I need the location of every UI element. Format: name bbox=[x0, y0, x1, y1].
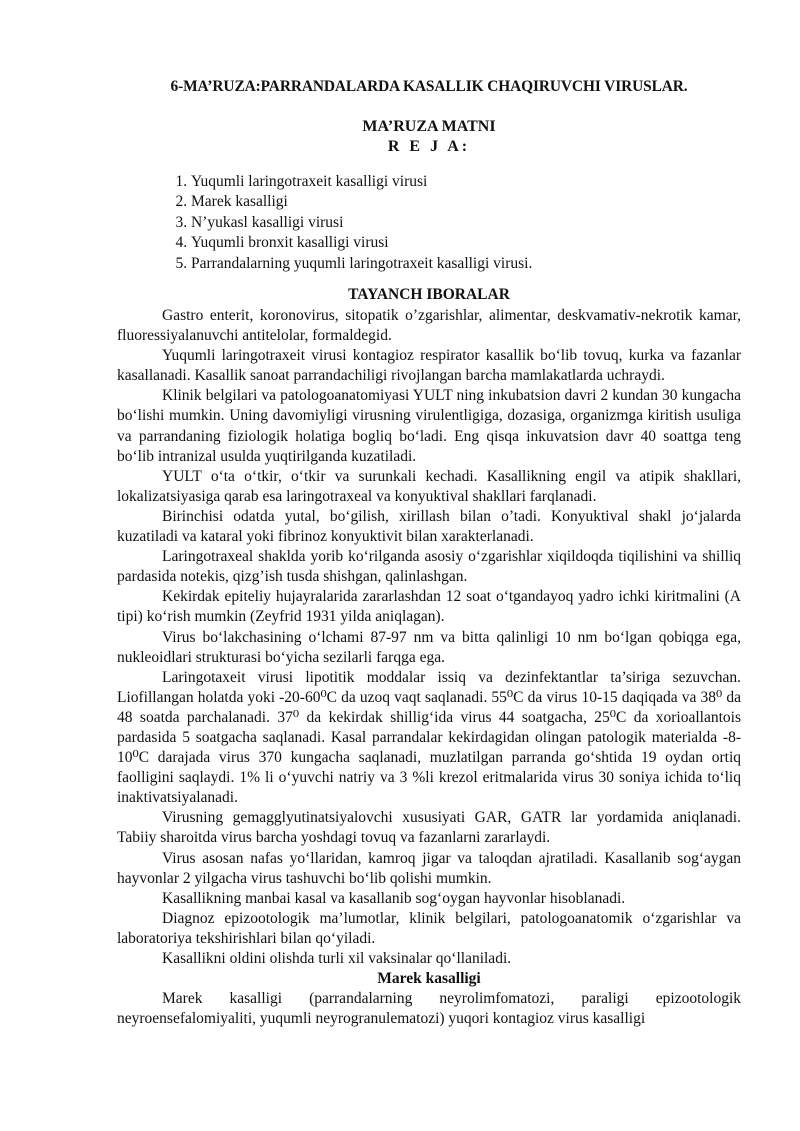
keywords-heading: TAYANCH IBORALAR bbox=[348, 286, 510, 303]
paragraph: Marek kasalligi (parrandalarning neyrolimfomatozi, paraligi epizootologik neyroensefalomiyaliti, yuqumli neyrogranulematozi) yuqori kontagioz virus kasalligi bbox=[117, 990, 741, 1028]
plan-list bbox=[161, 172, 532, 274]
plan-item: 2. Marek kasalligi bbox=[191, 192, 532, 212]
body-text bbox=[117, 306, 741, 1029]
paragraph: Birinchisi odatda yutal, bo‘gilish, xirillash bilan o’tadi. Konyuktival shakl jo‘jalarda kuzatiladi va kataral yoki fibrinoz konyuktivit bilan xarakterlanadi. bbox=[117, 507, 741, 546]
lecture-title: 6-MA’RUZA:PARRANDALARDA KASALLIK CHAQIRUVCHI VIRUSLAR. bbox=[170, 78, 688, 95]
paragraph: Kekirdak epiteliy hujayralarida zararlashdan 12 soat o‘tgandayoq yadro ichki kiritmalini (A tipi) ko‘rish mumkin (Zeyfrid 1931 yilda aniqlagan). bbox=[117, 588, 741, 626]
plan-item: 3. N’yukasl kasalligi virusi bbox=[191, 213, 532, 233]
plan-item: 4. Yuqumli bronxit kasalligi virusi bbox=[191, 233, 532, 253]
paragraph: Kasallikni oldini olishda turli xil vaksinalar qo‘llaniladi. bbox=[162, 950, 512, 967]
plan-item: 5. Parrandalarning yuqumli laringotraxeit kasalligi virusi. bbox=[191, 254, 532, 274]
paragraph: Virus bo‘lakchasining o‘lchami 87-97 nm va bitta qalinligi 10 nm bo‘lgan qobiqga ega, nukleoidlari strukturasi bo‘yicha sezilarli farqga ega. bbox=[117, 628, 741, 666]
paragraph: Yuqumli laringotraxeit virusi kontagioz respirator kasallik bo‘lib tovuq, kurka va fazanlar kasallanadi. Kasallik sanoat parrandachiligi rivojlangan barcha mamlakatlarda uchraydi. bbox=[117, 347, 741, 385]
paragraph: Diagnoz epizootologik ma’lumotlar, klinik belgilari, patologoanatomik o‘zgarishlar va laboratoriya tekshirishlari bilan qo‘yiladi. bbox=[117, 909, 741, 947]
paragraph: Virusning gemagglyutinatsiyalovchi xususiyati GAR, GATR lar yordamida aniqlanadi. Tabiiy sharoitda virus barcha yoshdagi tovuq va fazanlarni zararlaydi. bbox=[117, 809, 741, 847]
marek-heading: Marek kasalligi bbox=[377, 970, 481, 988]
lecture-subtitle: MA’RUZA MATNI bbox=[362, 118, 496, 135]
plan-heading: R E J A: bbox=[387, 138, 471, 155]
paragraph: Laringotraxeal shaklda yorib ko‘rilganda asosiy o‘zgarishlar xiqildoqda tiqilishini va shilliq pardasida notekis, qizg’ish tusda shishgan, qalinlashgan. bbox=[117, 548, 741, 586]
paragraph: YULT o‘ta o‘tkir, o‘tkir va surunkali kechadi. Kasallikning engil va atipik shakllari, lokalizatsiyasiga qarab esa laringotraxeal va konyuktival shakllari farqlanadi. bbox=[117, 467, 741, 505]
paragraph: Klinik belgilari va patologoanatomiyasi YULT ning inkubatsion davri 2 kundan 30 kungacha bo‘lishi mumkin. Uning davomiyligi virusning virulentligiga, dozasiga, organizmga kiritish usuliga va parrandaning fiziologik holatiga bogliq bo‘ladi. Eng qisqa inkuvatsion davr 40 soattga teng bo‘lib intranizal usulda yuqtirilganda kuzatiladi. bbox=[117, 387, 741, 465]
paragraph: Gastro enterit, koronovirus, sitopatik o’zgarishlar, alimentar, deskvamativ-nekrotik kamar, fluoressiyalanuvchi antitelolar, formaldegid. bbox=[117, 307, 741, 345]
paragraph: Kasallikning manbai kasal va kasallanib sog‘oygan hayvonlar hisoblanadi. bbox=[162, 889, 626, 907]
paragraph: Virus asosan nafas yo‘llaridan, kamroq jigar va taloqdan ajratiladi. Kasallanib sog‘aygan hayvonlar 2 yilgacha virus tashuvchi bo‘lib qolishi mumkin. bbox=[117, 849, 741, 887]
paragraph: Laringotaxeit virusi lipotitik moddalar issiq va dezinfektantlar ta’siriga sezuvchan. Liofillangan holatda yoki -20-60⁰C da uzoq vaqt saqlanadi. 55⁰C da virus 10-15 daqiqada va 38⁰ da 48 soatda parchalanadi. 37⁰ da kekirdak shillig‘ida virus 44 soatgacha, 25⁰C da xorioallantois pardasida 5 soatgacha saqlanadi. Kasal parrandalar kekirdagidan olingan patologik materialda -8-10⁰C darajada virus 370 kungacha saqlanadi, muzlatilgan parranda go‘shtida 19 oydan ortiq faolligini saqlaydi. 1% li o‘yuvchi natriy va 3 %li krezol eritmalarida virus 30 soniya ichida to‘liq inaktivatsiyalanadi. bbox=[117, 668, 741, 807]
plan-item: 1. Yuqumli laringotraxeit kasalligi virusi bbox=[191, 172, 532, 192]
